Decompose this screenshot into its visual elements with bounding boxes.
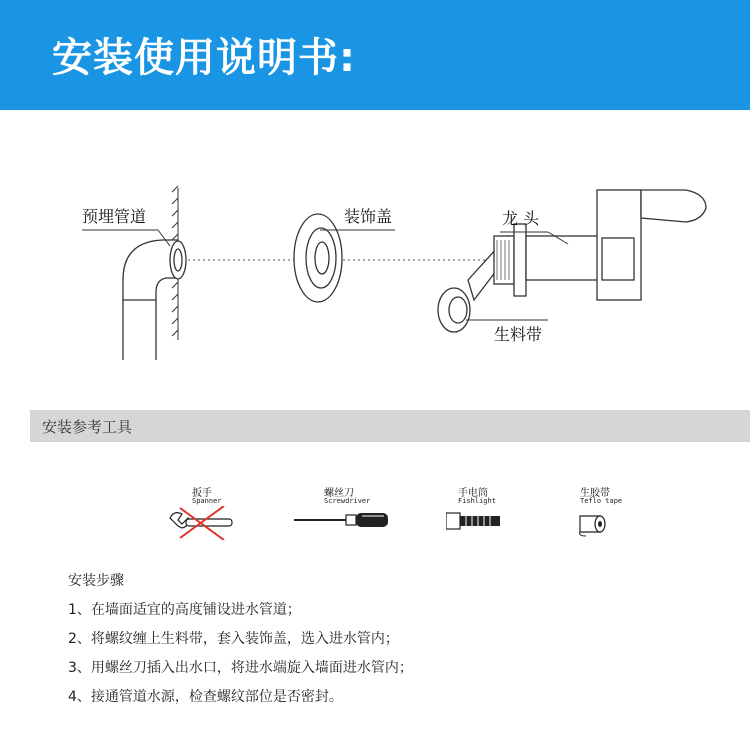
label-teflon-tape: 生料带 <box>494 325 543 344</box>
flashlight-icon <box>446 510 506 534</box>
spanner-icon <box>166 506 238 540</box>
label-embedded-pipe: 预埋管道 <box>82 207 147 226</box>
installation-diagram <box>0 150 750 390</box>
step-item: 3、用螺丝刀插入出水口，将进水端旋入墙面进水管内； <box>68 660 413 676</box>
tool-english-name: Fishlight <box>458 497 496 505</box>
step-item: 4、接通管道水源，检查螺纹部位是否密封。 <box>68 689 343 705</box>
screwdriver-icon <box>294 510 390 530</box>
tools-section-title: 安装参考工具 <box>42 418 133 436</box>
tool-teflon-tape <box>576 484 666 540</box>
tool-name: 扳手 <box>192 488 212 499</box>
embedded-pipe-icon <box>123 240 186 360</box>
label-faucet: 龙 头 <box>502 209 540 228</box>
tool-spanner <box>166 484 256 540</box>
label-decorative-cover: 装饰盖 <box>344 207 393 226</box>
tools-section-header <box>30 410 750 442</box>
tool-flashlight <box>446 484 536 540</box>
tool-english-name: Teflo tape <box>580 497 623 505</box>
page-title: 安装使用说明书: <box>52 35 356 81</box>
tool-english-name: Screwdriver <box>324 497 371 505</box>
step-item: 2、将螺纹缠上生料带，套入装饰盖，选入进水管内； <box>68 631 399 647</box>
decorative-cover-icon <box>294 214 342 302</box>
step-item: 1、在墙面适宜的高度铺设进水管道； <box>68 602 301 618</box>
tool-english-name: Spanner <box>192 497 222 505</box>
tool-name: 生胶带 <box>580 488 610 499</box>
steps-title: 安装步骤 <box>68 573 124 589</box>
header-banner <box>0 0 750 110</box>
diagram-drawing <box>0 150 750 390</box>
tool-name: 手电筒 <box>458 488 488 499</box>
tool-name: 螺丝刀 <box>324 488 354 499</box>
tool-screwdriver <box>294 484 384 540</box>
tape-roll-icon <box>576 508 616 538</box>
